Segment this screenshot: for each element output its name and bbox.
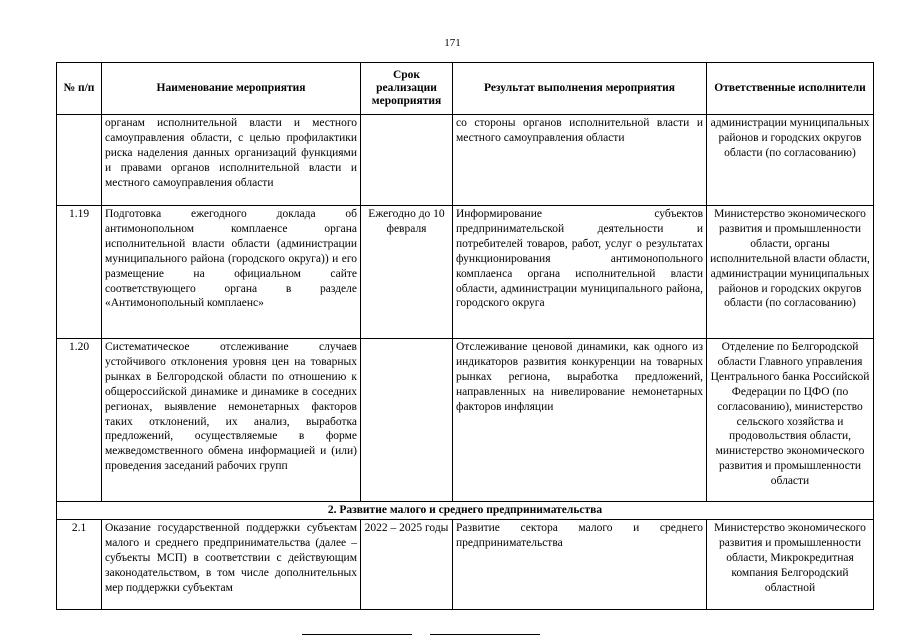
- row-num: 1.19: [57, 206, 102, 339]
- row-responsible: Отделение по Белгородской области Главного управления Центрального банка Российской Федерации по ЦФО (по согласованию), министерство сельского хозяйства и продовольствия области, министерство экономического развития и промышленности области: [707, 339, 874, 502]
- row-num: [57, 115, 102, 206]
- row-result: Отслеживание ценовой динамики, как одного из индикаторов развития конкуренции на товарных рынках региона, выработка предложений, направленных на нивелирование немонетарных факторов инфляции: [453, 339, 707, 502]
- row-term: 2022 – 2025 годы: [361, 519, 453, 609]
- page-number: 171: [444, 37, 461, 49]
- row-responsible: Министерство экономического развития и промышленности области, Микрокредитная компания Белгородский областной: [707, 519, 874, 609]
- row-term: [361, 115, 453, 206]
- header-num: № п/п: [57, 63, 102, 115]
- row-responsible: администрации муниципальных районов и городских округов области (по согласованию): [707, 115, 874, 206]
- row-name: органам исполнительной власти и местного самоуправления области, с целью профилактики риска наделения данных организаций функциями и правами органов исполнительной власти и местного самоуправления области: [102, 115, 361, 206]
- row-name: Подготовка ежегодного доклада об антимонопольном комплаенсе органа исполнительной власти области (администрации муниципального района (городского округа)) и его размещение на официальном сайте соответствующего органа в разделе «Антимонопольный комплаенс»: [102, 206, 361, 339]
- row-result: Информирование субъектов предпринимательской деятельности и потребителей товаров, работ, услуг о результатах функционирования антимонопольного комплаенса органа исполнительной власти области, администрации муниципального района, городского округа: [453, 206, 707, 339]
- table-row: [57, 206, 874, 339]
- table-header-row: [57, 63, 874, 115]
- row-responsible: Министерство экономического развития и промышленности области, органы исполнительной власти области, администрации муниципальных районов и городских округов области (по согласованию): [707, 206, 874, 339]
- table-row: [57, 339, 874, 502]
- header-result: Результат выполнения мероприятия: [453, 63, 707, 115]
- row-result: со стороны органов исполнительной власти и местного самоуправления области: [453, 115, 707, 206]
- section-row: [57, 502, 874, 520]
- header-responsible: Ответственные исполнители: [707, 63, 874, 115]
- row-term: [361, 339, 453, 502]
- footer-divider-right: [430, 634, 540, 635]
- measures-table: [56, 62, 874, 610]
- section-title: 2. Развитие малого и среднего предпринимательства: [57, 502, 874, 520]
- row-result: Развитие сектора малого и среднего предпринимательства: [453, 519, 707, 609]
- header-term: Срок реализации мероприятия: [361, 63, 453, 115]
- row-name: Систематическое отслеживание случаев устойчивого отклонения уровня цен на товарных рынках в Белгородской области по отношению к общероссийской динамике и динамике в соседних регионах, выявление немонетарных факторов таких отклонений, их анализ, выработка предложений, осуществляемые в форме межведомственного обмена информацией и (или) проведения заседаний рабочих групп: [102, 339, 361, 502]
- footer-divider-left: [302, 634, 412, 635]
- row-term: Ежегодно до 10 февраля: [361, 206, 453, 339]
- row-num: 1.20: [57, 339, 102, 502]
- row-num: 2.1: [57, 519, 102, 609]
- header-name: Наименование мероприятия: [102, 63, 361, 115]
- table-row: [57, 519, 874, 609]
- row-name: Оказание государственной поддержки субъектам малого и среднего предпринимательства (далее – субъекты МСП) в соответствии с действующим законодательством, в том числе дополнительных мер поддержки субъектам: [102, 519, 361, 609]
- table-row: [57, 115, 874, 206]
